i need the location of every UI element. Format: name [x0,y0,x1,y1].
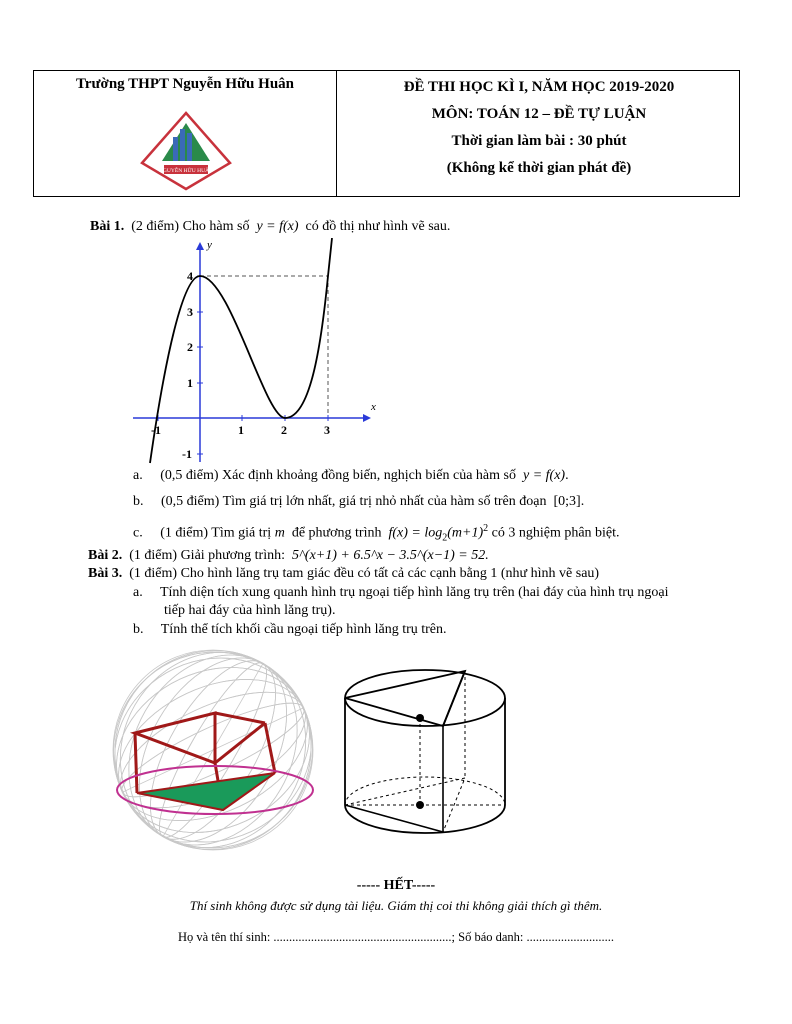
bai2 [88,548,489,564]
item-text2: để phương trình [291,525,382,541]
item-tail: . [580,494,585,509]
item-math: [0;3] [553,494,581,509]
bai1-item-b [133,494,584,510]
item-marker: a. [133,468,143,483]
bai1-item-c [133,523,620,543]
item-tail: . [565,468,569,483]
ytick-m1: -1 [182,447,192,461]
bai3-item-b [133,622,447,638]
item-points: (0,5 điểm) [160,468,219,483]
function-graph [125,238,380,466]
ytick-1: 1 [187,376,193,390]
ytick-2: 2 [187,340,193,354]
item-points: (1 điểm) [160,525,209,541]
item-points: (0,5 điểm) [161,494,220,509]
bai3 [88,566,599,582]
xtick-3: 3 [324,423,330,437]
item-text: Tính diện tích xung quanh hình trụ ngoại tiếp hình lăng trụ trên (hai đáy của hình trụ ngoại [159,585,669,600]
exam-time: Thời gian làm bài : 30 phút [451,133,627,149]
bai2-points: (1 điểm) [129,548,178,563]
eq-right: (m+1) [447,525,484,541]
bai3-text: Cho hình lăng trụ tam giác đều có tất cả các cạnh bằng 1 (như hình vẽ sau) [180,566,600,581]
bai1-label: Bài 1. [90,219,125,234]
bai1-intro [90,219,450,235]
exam-title: ĐỀ THI HỌC KÌ I, NĂM HỌC 2019-2020 [403,79,675,95]
bai1-func: y = f(x) [256,219,299,234]
exam-header [33,70,740,197]
item-text: Tìm giá trị [211,525,272,541]
sphere-prism-figure [105,645,320,855]
bai3-points: (1 điểm) [129,566,178,581]
item-marker: c. [133,525,143,541]
item-text: Xác định khoảng đồng biến, nghịch biến của hàm số [222,468,516,483]
xtick-m1: -1 [151,423,161,437]
bai2-label: Bài 2. [88,548,123,563]
bai3-item-a-cont [164,603,335,619]
ytick-4: 4 [187,269,193,283]
eq-sup: 2 [483,523,489,534]
logo-label: NGUYỄN HỮU HUÂN [158,168,214,174]
bai1-text-a: Cho hàm số [182,219,250,234]
item-marker: a. [133,585,143,600]
exam-info [337,74,741,182]
end-marker: ----- HẾT----- [356,878,436,893]
item-math: y = f(x) [522,468,566,483]
bai1-points: (2 điểm) [131,219,180,234]
bai3-label: Bài 3. [88,566,123,581]
x-axis-label: x [371,401,376,413]
item-marker: b. [133,622,144,637]
item-math-m: m [274,525,285,541]
candidate-line: Họ và tên thí sinh: .........................................................; Số báo danh: ............................ [177,930,615,944]
bai1-item-a [133,468,569,484]
exam-subject: MÔN: TOÁN 12 – ĐỀ TỰ LUẬN [431,106,647,122]
item-text3: có 3 nghiệm phân biệt. [491,525,620,541]
item-text: Tính thể tích khối cầu ngoại tiếp hình lăng trụ trên. [160,622,447,637]
bai3-item-a [133,585,669,601]
cylinder-prism-figure [335,660,515,845]
item-text: Tìm giá trị lớn nhất, giá trị nhỏ nhất của hàm số trên đoạn [222,494,547,509]
item-text: tiếp hai đáy của hình lăng trụ). [164,603,336,618]
xtick-1: 1 [238,423,244,437]
y-axis-label: y [207,239,212,251]
footer-note: Thí sinh không được sử dụng tài liệu. Giám thị coi thi không giải thích gì thêm. [189,898,603,913]
exam-note: (Không kể thời gian phát đề) [446,160,632,176]
bai1-text-b: có đồ thị như hình vẽ sau. [305,219,451,234]
item-marker: b. [133,494,144,509]
eq-sub: 2 [442,532,448,544]
eq-left: f(x) = log [388,525,443,541]
bai2-text: Giải phương trình: [180,548,285,563]
ytick-3: 3 [187,305,193,319]
bai2-equation: 5^(x+1) + 6.5^x − 3.5^(x−1) = 52. [292,548,489,563]
xtick-2: 2 [281,423,287,437]
school-logo-icon [140,111,232,191]
school-name: Trường THPT Nguyễn Hữu Huân [75,76,295,92]
